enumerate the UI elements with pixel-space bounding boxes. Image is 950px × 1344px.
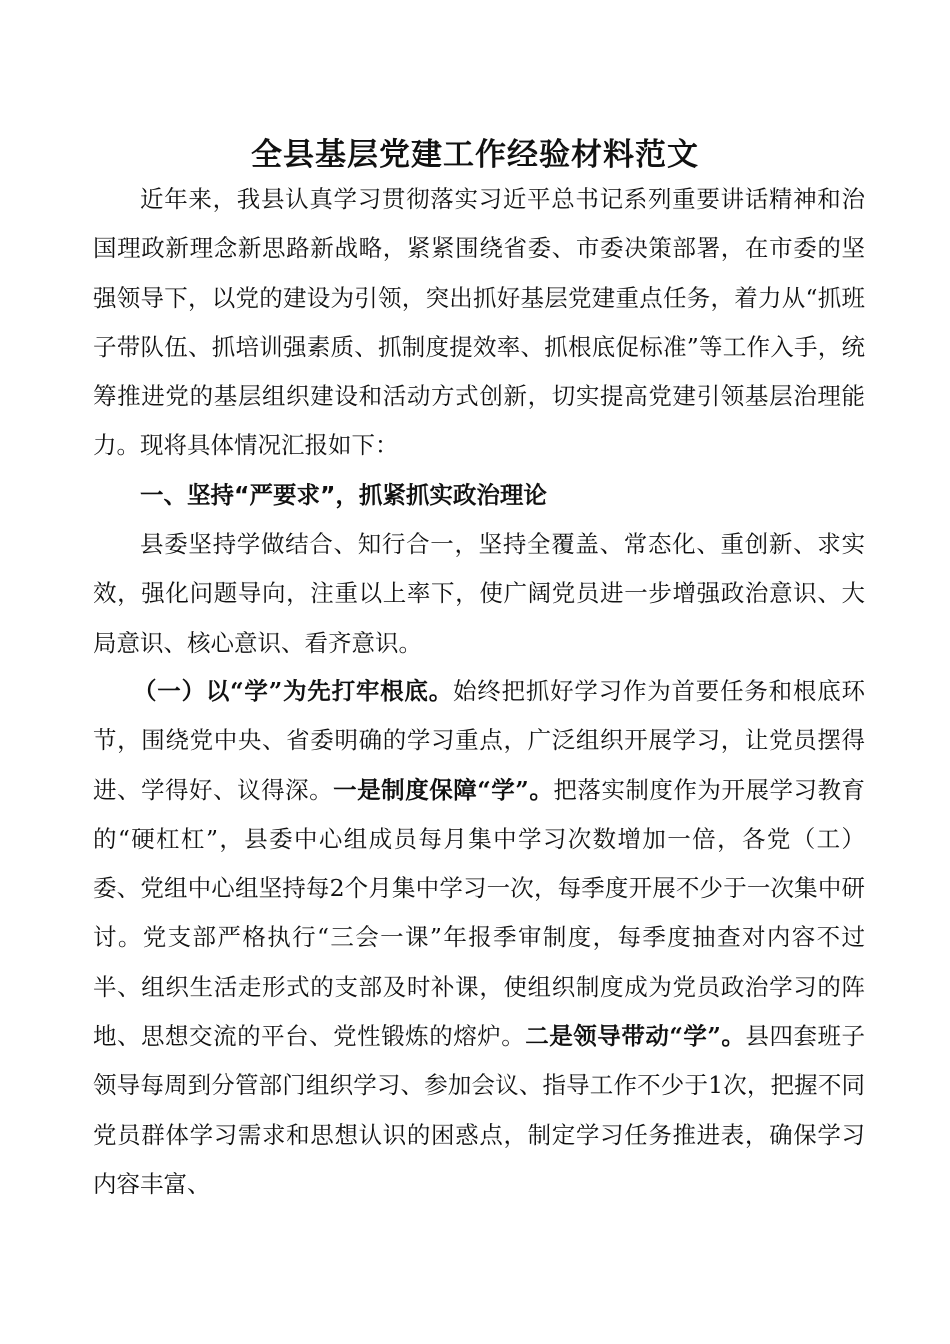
point-1-label: 一是制度保障“学”。 bbox=[333, 775, 554, 804]
intro-paragraph: 近年来，我县认真学习贯彻落实习近平总书记系列重要讲话精神和治国理政新理念新思路新战略，紧紧围绕省委、市委决策部署，在市委的坚强领导下，以党的建设为引领，突出抓好基层党建重点任务，着力从“抓班子带队伍、抓培训强素质、抓制度提效率、抓根底促标准”等工作入手，统筹推进党的基层组织建设和活动方式创新，切实提高党建引领基层治理能力。现将具体情况汇报如下： bbox=[93, 185, 865, 460]
document-title: 全县基层党建工作经验材料范文 bbox=[251, 136, 699, 173]
section-1-heading: 一、坚持“严要求”，抓紧抓实政治理论 bbox=[140, 481, 547, 509]
subsection-1-text-1: 始终把抓好学习作为首要任务和根底环节，围绕党中央、省委明确的学习重点，广泛组织开展学习，让党员摆得进、学得好、议得深。 bbox=[93, 677, 865, 804]
subsection-1-text-2: 把落实制度作为开展学习教育的“硬杠杠”，县委中心组成员每月集中学习次数增加一倍，各党（工）委、党组中心组坚持每2个月集中学习一次，每季度开展不少于一次集中研讨。党支部严格执行“三会一课”年报季审制度，每季度抽查对内容不过半、组织生活走形式的支部及时补课，使组织制度成为党员政治学习的阵地、思想交流的平台、党性锻炼的熔炉。 bbox=[93, 775, 866, 1051]
subsection-1-paragraph bbox=[93, 667, 865, 1209]
subsection-1-text-3: 县四套班子领导每周到分管部门组织学习、参加会议、指导工作不少于1次，把握不同党员群体学习需求和思想认识的困惑点，制定学习任务推进表，确保学习内容丰富、 bbox=[93, 1022, 866, 1198]
section-1-paragraph: 县委坚持学做结合、知行合一，坚持全覆盖、常态化、重创新、求实效，强化问题导向，注重以上率下，使广阔党员进一步增强政治意识、大局意识、核心意识、看齐意识。 bbox=[93, 530, 865, 657]
point-2-label: 二是领导带动“学”。 bbox=[525, 1022, 746, 1051]
subsection-1-lead: （一）以“学”为先打牢根底。 bbox=[133, 677, 453, 705]
